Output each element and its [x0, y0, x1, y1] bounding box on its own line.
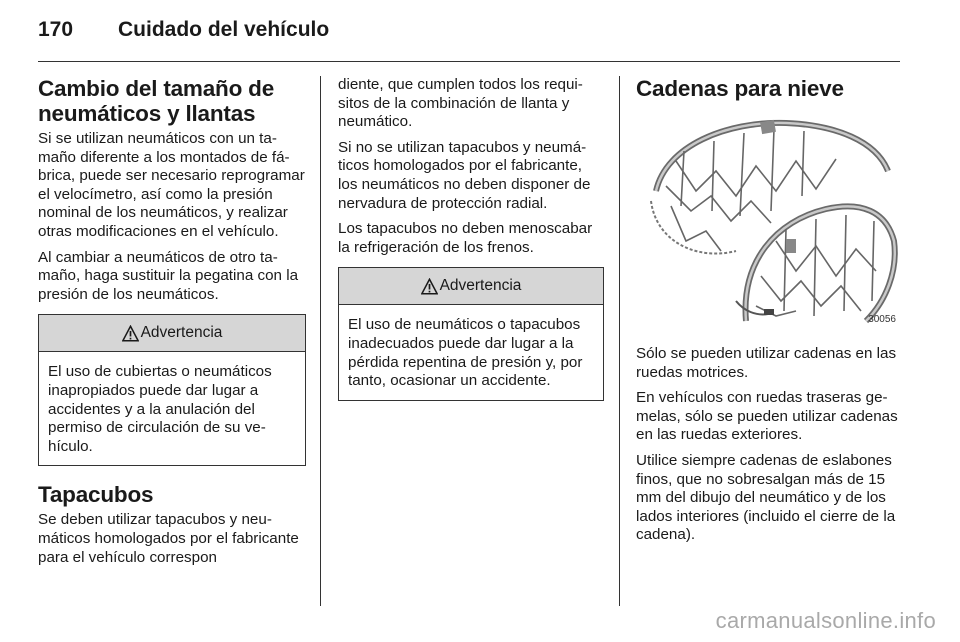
warning-box	[338, 267, 604, 400]
warning-triangle-icon	[421, 278, 438, 295]
warning-label: Advertencia	[140, 324, 223, 342]
warning-label: Advertencia	[439, 277, 522, 295]
paragraph: Utilice siempre cadenas de eslabones finos, que no sobresalgan más de 15 mm del dibujo del neumático y de los lados interiores (incluido el cierre de la cadena).	[636, 451, 896, 544]
warning-triangle-icon	[122, 325, 139, 342]
paragraph: Si no se utilizan tapacubos y neumáticos homologados por el fabricante, los neumáticos no deben disponer de nervadura de protección radial.	[338, 138, 591, 212]
page-number: 170	[38, 18, 74, 41]
column-divider	[619, 76, 620, 606]
paragraph: diente, que cumplen todos los requisitos de la combinación de llanta y neumático.	[338, 76, 583, 131]
watermark: carmanualsonline.info	[715, 608, 936, 633]
warning-title	[339, 268, 603, 305]
figure-number: 30056	[868, 314, 896, 325]
warning-text: El uso de neumáticos o tapacubos inadecuados puede dar lugar a la pérdida repentina de presión y, por tanto, ocasionar un accidente.	[348, 316, 583, 390]
heading-wheel-covers: Tapacubos	[38, 482, 154, 508]
heading-snow-chains: Cadenas para nieve	[636, 76, 844, 101]
column-divider	[320, 76, 321, 606]
snow-chain-figure	[636, 111, 900, 331]
paragraph: Si se utilizan neumáticos con un tamaño diferente a los montados de fábrica, puede ser necesario reprogramar el velocímetro, así como la presión nominal de los neumáticos, y realizar otras modificaciones en el vehículo.	[38, 130, 305, 240]
paragraph: Se deben utilizar tapacubos y neumáticos homologados por el fabricante para el vehículo correspon	[38, 511, 299, 566]
heading-tire-size: Cambio del tamaño de neumáticos y llantas	[38, 76, 275, 126]
column-3	[636, 76, 902, 552]
warning-title	[39, 315, 305, 352]
warning-box	[38, 314, 306, 466]
warning-text: El uso de cubiertas o neumáticos inapropiados puede dar lugar a accidentes y a la anulación del permiso de circulación de su vehículo.	[48, 363, 272, 455]
paragraph: Al cambiar a neumáticos de otro tamaño, haga sustituir la pegatina con la presión de los neumáticos.	[38, 248, 299, 303]
snow-chain-illustration	[636, 111, 900, 331]
paragraph: Los tapacubos no deben menoscabar la refrigeración de los frenos.	[338, 220, 593, 256]
header-rule	[38, 61, 900, 62]
column-1	[38, 76, 306, 574]
column-2	[338, 76, 604, 417]
section-title: Cuidado del vehículo	[118, 18, 330, 41]
page-header	[38, 14, 902, 48]
paragraph: En vehículos con ruedas traseras gemelas, sólo se pueden utilizar cadenas en las ruedas exteriores.	[636, 389, 898, 444]
paragraph: Sólo se pueden utilizar cadenas en las ruedas motrices.	[636, 345, 897, 381]
